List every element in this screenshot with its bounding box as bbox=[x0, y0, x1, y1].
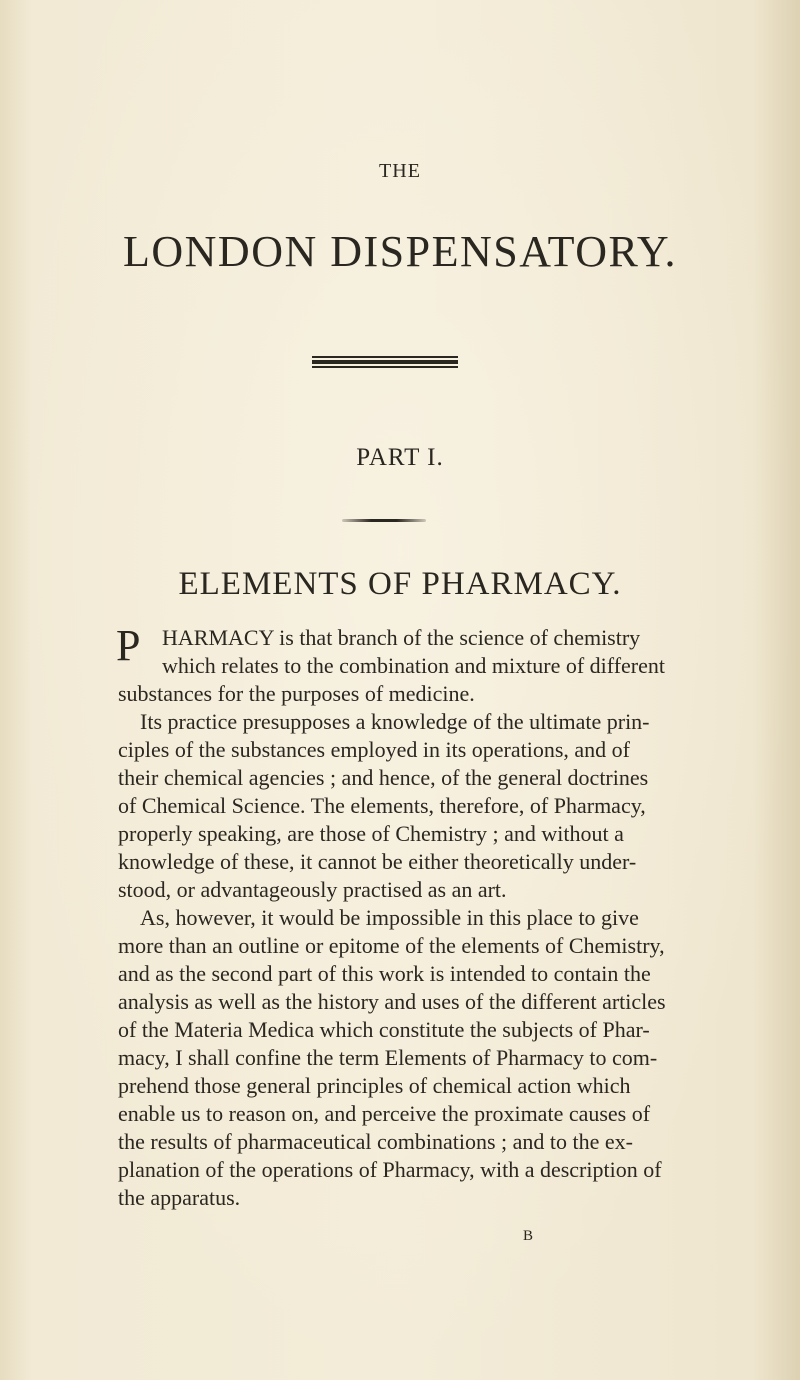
text-line: which relates to the combination and mixture of different bbox=[162, 653, 665, 678]
text-line: enable us to reason on, and perceive the proximate causes of bbox=[118, 1101, 651, 1126]
text-line: properly speaking, are those of Chemistry ; and without a bbox=[118, 821, 624, 846]
text-line: substances for the purposes of medicine. bbox=[118, 681, 475, 706]
text-line: of the Materia Medica which constitute the subjects of Phar- bbox=[118, 1017, 650, 1042]
part-heading: PART I. bbox=[356, 444, 444, 471]
text-line: planation of the operations of Pharmacy, with a description of bbox=[118, 1157, 662, 1182]
text-line: stood, or advantageously practised as an art. bbox=[118, 877, 507, 902]
text-line: and as the second part of this work is intended to contain the bbox=[118, 961, 651, 986]
text-line: more than an outline or epitome of the elements of Chemistry, bbox=[118, 933, 665, 958]
text-line: As, however, it would be impossible in this place to give bbox=[140, 905, 639, 930]
text-line: of Chemical Science. The elements, therefore, of Pharmacy, bbox=[118, 793, 646, 818]
text-line: HARMACY is that branch of the science of chemistry bbox=[162, 625, 641, 650]
drop-cap: P bbox=[116, 621, 141, 670]
text-line: ciples of the substances employed in its operations, and of bbox=[118, 737, 630, 762]
divider-rule bbox=[342, 519, 426, 522]
text-line: prehend those general principles of chemical action which bbox=[118, 1073, 631, 1098]
title-kicker: THE bbox=[379, 160, 421, 182]
text-line: the apparatus. bbox=[118, 1185, 241, 1210]
text-line: analysis as well as the history and uses of the different articles bbox=[118, 989, 666, 1014]
signature-mark: B bbox=[523, 1228, 534, 1244]
ornamental-rule bbox=[312, 356, 458, 368]
text-line: knowledge of these, it cannot be either theoretically under- bbox=[118, 849, 637, 874]
book-title: LONDON DISPENSATORY. bbox=[122, 227, 678, 276]
text-line: their chemical agencies ; and hence, of the general doctrines bbox=[118, 765, 649, 790]
text-line: Its practice presupposes a knowledge of the ultimate prin- bbox=[140, 709, 650, 734]
text-line: the results of pharmaceutical combinations ; and to the ex- bbox=[118, 1129, 634, 1154]
section-title: ELEMENTS OF PHARMACY. bbox=[178, 566, 622, 602]
text-line: macy, I shall confine the term Elements of Pharmacy to com- bbox=[118, 1045, 658, 1070]
